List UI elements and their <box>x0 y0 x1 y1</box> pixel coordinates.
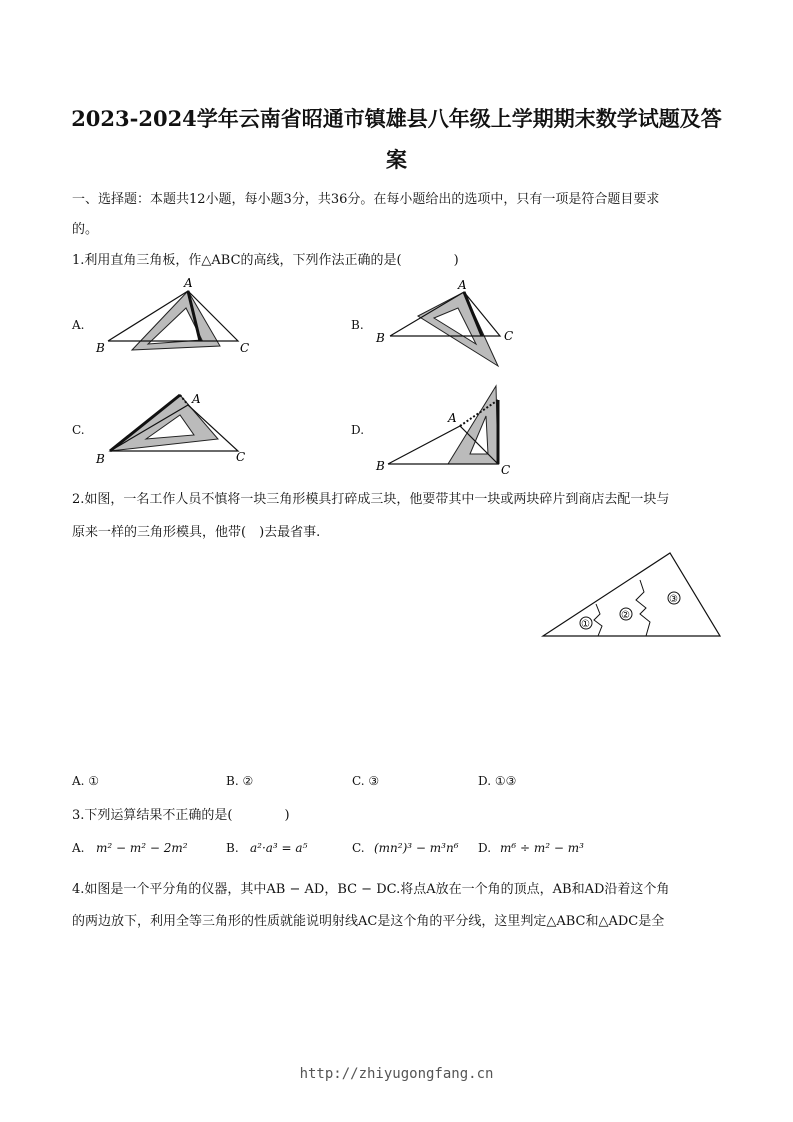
q2-piece-3-label: ③ <box>669 594 678 605</box>
footer-url[interactable]: http://zhiyugongfang.cn <box>299 1066 494 1082</box>
q2-option-d: D. ①③ <box>478 774 517 788</box>
q1-stem: 1.利用直角三角板，作△ABC的高线，下列作法正确的是( ) <box>72 253 459 268</box>
page-title-line2: 案 <box>386 147 407 172</box>
svg-text:A: A <box>448 411 457 425</box>
svg-text:C: C <box>504 329 514 343</box>
q3-option-b-letter: B. <box>226 841 239 855</box>
svg-text:C: C <box>236 450 246 464</box>
svg-text:A: A <box>192 392 201 406</box>
svg-text:A: A <box>458 278 467 292</box>
svg-text:C: C <box>501 463 511 477</box>
q3-stem: 3.下列运算结果不正确的是( ) <box>72 808 290 823</box>
q4-stem-line1: 4.如图是一个平分角的仪器，其中AB − AD，BC − DC.将点A放在一个角的顶点，AB和AD沿着这个角 <box>72 882 670 897</box>
q3-option-a-expr: m² − m² − 2m² <box>96 841 188 855</box>
q1-figure-c <box>90 385 260 470</box>
svg-text:B: B <box>96 452 105 466</box>
q3-option-c-expr: (mn²)³ − m³n⁶ <box>374 841 459 855</box>
svg-text:B: B <box>376 459 385 473</box>
q1-figure-b <box>372 278 522 368</box>
svg-text:A: A <box>184 276 193 290</box>
section-instruction-line2: 的。 <box>72 222 99 237</box>
svg-text:B: B <box>376 331 385 345</box>
page-title-line1: 2023-2024学年云南省昭通市镇雄县八年级上学期期末数学试题及答 <box>71 106 722 131</box>
q2-piece-2-label: ② <box>621 610 630 621</box>
q3-option-c-letter: C. <box>352 841 365 855</box>
q3-option-d-letter: D. <box>478 841 492 855</box>
q2-option-c: C. ③ <box>352 774 380 788</box>
svg-text:B: B <box>96 341 105 355</box>
q1-figure-d <box>372 382 522 477</box>
q1-option-c-label: C. <box>72 423 85 437</box>
svg-text:C: C <box>240 341 250 355</box>
q4-stem-line2: 的两边放下，利用全等三角形的性质就能说明射线AC是这个角的平分线，这里判定△ABC和△ADC是全 <box>72 914 665 929</box>
q1-option-b-label: B. <box>351 318 364 332</box>
q3-option-a-letter: A. <box>72 841 85 855</box>
q1-figure-a <box>90 278 260 368</box>
section-instruction-line1: 一、选择题：本题共12小题，每小题3分，共36分。在每小题给出的选项中，只有一项是符合题目要求 <box>72 192 660 207</box>
q2-stem-line2: 原来一样的三角形模具，他带( )去最省事. <box>72 525 321 540</box>
q3-option-d-expr: m⁶ ÷ m² − m³ <box>500 841 584 855</box>
q2-option-a: A. ① <box>72 774 100 788</box>
q2-piece-1-label: ① <box>581 619 590 630</box>
q2-stem-line1: 2.如图，一名工作人员不慎将一块三角形模具打碎成三块，他要带其中一块或两块碎片到商店去配一块与 <box>72 492 670 507</box>
q1-option-a-label: A. <box>72 318 85 332</box>
q3-option-b-expr: a²·a³ = a⁵ <box>250 841 308 855</box>
q2-broken-triangle-figure <box>540 548 725 643</box>
q2-option-b: B. ② <box>226 774 254 788</box>
q1-option-d-label: D. <box>351 423 365 437</box>
